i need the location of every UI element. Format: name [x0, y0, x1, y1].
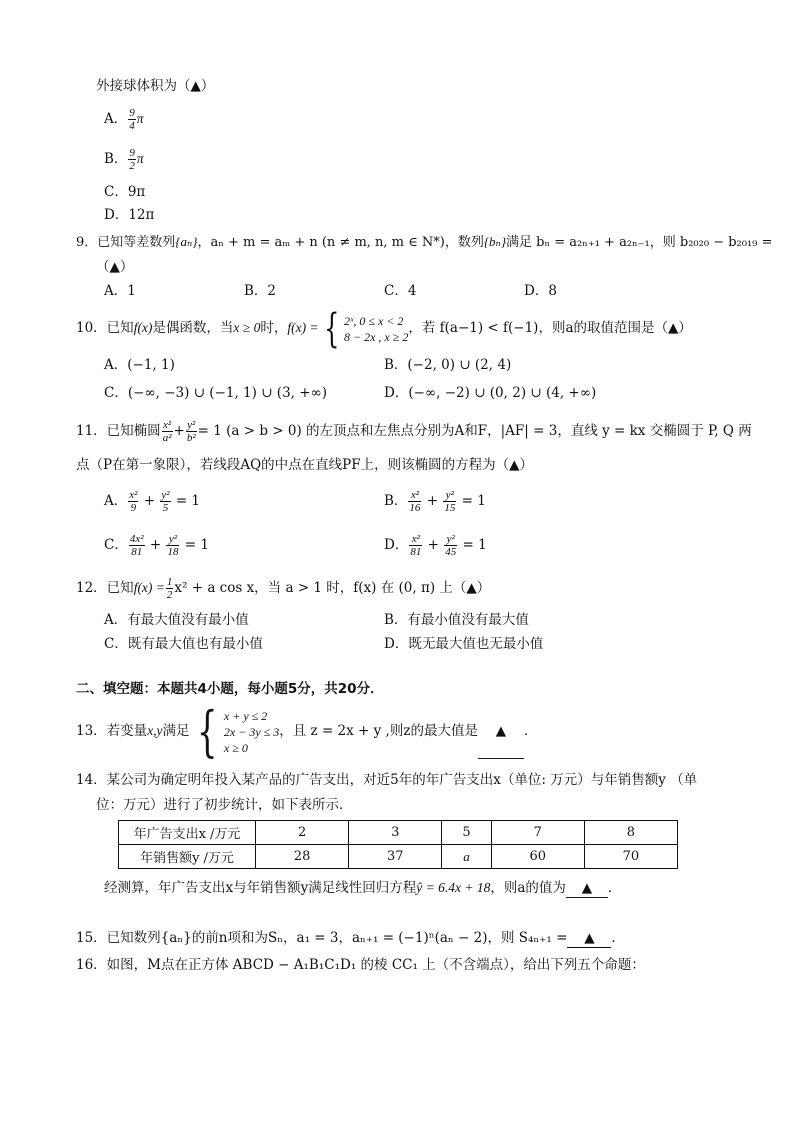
q8-option-c: C．9π — [104, 184, 146, 200]
answer-blank[interactable]: ▲ — [567, 929, 611, 948]
fraction: $\frac{\text{y²}}{5}$ — [161, 489, 170, 514]
q11-option-b: B． $\frac{\text{x²}}{16}$ + $\frac{\text{y²}}{15}$ = 1 — [384, 489, 486, 514]
q9-mark: （▲） — [96, 259, 134, 275]
table-cell: 8 — [584, 821, 677, 845]
row-header: 年广告支出x /万元 — [119, 821, 256, 845]
q9-option-b: B．2 — [244, 283, 277, 299]
q11-option-d: D． $\frac{\text{x²}}{81}$ + $\frac{\text{y²}}{45}$ = 1 — [384, 533, 487, 558]
left-brace: { — [323, 305, 339, 352]
table-cell: 70 — [584, 845, 677, 869]
table-row — [119, 821, 678, 845]
q10-option-d: D．(−∞, −2) ∪ (0, 2) ∪ (4, +∞) — [384, 385, 597, 401]
table-cell: 28 — [256, 845, 349, 869]
table-cell: 37 — [349, 845, 442, 869]
table-row — [119, 845, 678, 869]
table-cell: a — [442, 845, 491, 869]
fraction: $\frac{9}{4}$ — [129, 107, 135, 132]
q9-option-c: C．4 — [384, 283, 417, 299]
q10-stem: 10．已知f(x)是偶函数，当x ≥ 0时，f(x) = { 2ˣ, 0 ≤ x < 2 8 − 2x , x ≥ 2 ，若 f(a−1) < f(−1)，则a的取值范围是（▲） — [76, 305, 692, 352]
q12-stem: 12．已知f(x) = $\frac{1}{2}$ x² + a cos x，当 a > 1 时，f(x) 在 (0, π) 上（▲） — [76, 576, 491, 601]
q8-option-b: B． $\frac{9}{2}$ π — [104, 147, 144, 172]
q12-option-b: B．有最小值没有最大值 — [384, 612, 529, 628]
q13-stem: 13．若变量x,y满足 { x + y ≤ 2 2x − 3y ≤ 3 x ≥ 0 ，且 z = 2x + y ,则z的最大值是 ▲ ． — [76, 699, 538, 763]
fraction: $\frac{\text{y²}}{\text{b²}}$ — [186, 419, 196, 444]
fraction: $\frac{\text{x²}}{81}$ — [410, 533, 422, 558]
q10-option-c: C．(−∞, −3) ∪ (−1, 1) ∪ (3, +∞) — [104, 385, 328, 401]
q9-option-d: D．8 — [524, 283, 557, 299]
answer-blank[interactable]: ▲ — [566, 879, 608, 898]
q11-stem: 11．已知椭圆 $\frac{\text{x²}}{\text{a²}}$ + $\frac{\text{y²}}{\text{b²}}$ = 1 (a > b > 0) 的左顶点和左焦点分别为A和F，|AF| = 3，直线 y = kx 交椭圆于 P, Q 两 — [76, 419, 752, 444]
table-cell: 5 — [442, 821, 491, 845]
answer-blank[interactable]: ▲ — [478, 704, 524, 759]
fraction: $\frac{\text{y²}}{45}$ — [445, 533, 457, 558]
q8-option-a: A． $\frac{9}{4}$ π — [104, 107, 144, 132]
q10-option-a: A．(−1, 1) — [104, 357, 175, 373]
fraction: $\frac{\text{x²}}{9}$ — [129, 489, 138, 514]
section-title: 二、填空题：本题共4小题，每小题5分，共20分． — [76, 681, 384, 697]
constraint-cases: x + y ≤ 2 2x − 3y ≤ 3 x ≥ 0 — [223, 708, 280, 755]
q11-option-a: A． $\frac{\text{x²}}{9}$ + $\frac{\text{y²}}{5}$ = 1 — [104, 489, 201, 514]
q9-stem: 9．已知等差数列{aₙ}，aₙ + m = aₘ + n (n ≠ m, n, m ∈ N*)，数列{bₙ}满足 bₙ = a₂ₙ₊₁ + a₂ₙ₋₁，则 b₂₀₂₀ − b₂₀₁₉ = — [76, 234, 773, 250]
data-table — [118, 820, 678, 869]
fraction: $\frac{9}{2}$ — [129, 147, 135, 172]
q14-after: 经测算，年广告支出x与年销售额y满足线性回归方程ŷ = 6.4x + 18，则a的值为 ▲ ． — [104, 880, 622, 896]
q15-stem: 15．已知数列{aₙ}的前n项和为Sₙ，a₁ = 3，aₙ₊₁ = (−1)ⁿ(aₙ − 2)，则 S₄ₙ₊₁ = ▲ ． — [76, 930, 625, 946]
q8-option-d: D．12π — [104, 207, 155, 223]
left-brace: { — [196, 699, 218, 763]
piecewise-cases: 2ˣ, 0 ≤ x < 2 8 − 2x , x ≥ 2 — [344, 313, 409, 344]
table-cell: 3 — [349, 821, 442, 845]
fraction: $\frac{\text{x²}}{\text{a²}}$ — [162, 419, 172, 444]
q14-line1: 14．某公司为确定明年投入某产品的广告支出，对近5年的年广告支出x（单位: 万元）与年销售额y （单 — [76, 772, 698, 788]
q12-option-d: D．既无最大值也无最小值 — [384, 636, 544, 652]
q14-line2: 位：万元）进行了初步统计，如下表所示． — [96, 797, 353, 813]
q11-option-c: C． $\frac{\text{4x²}}{81}$ + $\frac{\text{y²}}{18}$ = 1 — [104, 533, 209, 558]
table-cell: 2 — [256, 821, 349, 845]
row-header: 年销售额y /万元 — [119, 845, 256, 869]
q12-option-a: A．有最大值没有最小值 — [104, 612, 249, 628]
table-cell: 7 — [491, 821, 584, 845]
q16-stem: 16．如图，M点在正方体 ABCD − A₁B₁C₁D₁ 的棱 CC₁ 上（不含端点），给出下列五个命题： — [76, 957, 645, 973]
q8-stem: 外接球体积为（▲） — [96, 78, 215, 94]
fraction: $\frac{\text{y²}}{15}$ — [444, 489, 456, 514]
fraction: $\frac{\text{y²}}{18}$ — [167, 533, 179, 558]
fraction: $\frac{1}{2}$ — [166, 576, 173, 601]
q10-option-b: B．(−2, 0) ∪ (2, 4) — [384, 357, 512, 373]
q12-option-c: C．既有最大值也有最小值 — [104, 636, 263, 652]
fraction: $\frac{\text{x²}}{16}$ — [409, 489, 421, 514]
table-cell: 60 — [491, 845, 584, 869]
q11-line2: 点（P在第一象限），若线段AQ的中点在直线PF上，则该椭圆的方程为（▲） — [76, 457, 533, 473]
fraction: $\frac{\text{4x²}}{81}$ — [129, 533, 144, 558]
q9-option-a: A．1 — [104, 283, 136, 299]
